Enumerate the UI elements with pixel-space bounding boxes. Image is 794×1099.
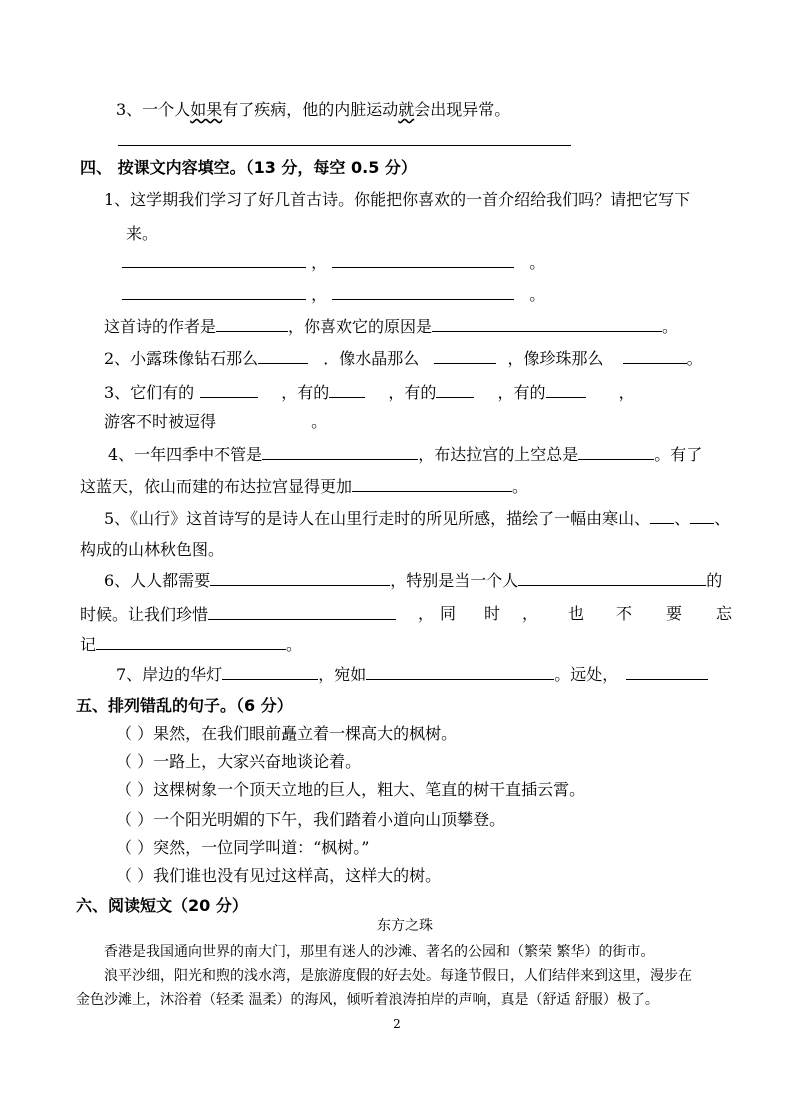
author-label: 这首诗的作者是 <box>104 317 217 336</box>
q3-blank-2[interactable] <box>329 382 365 398</box>
q3-text-b: ，有的 <box>281 383 330 402</box>
q3-answer-line[interactable] <box>118 145 571 146</box>
q5-text-a: 5、《山行》这首诗写的是诗人在山里行走时的所见所感，描绘了一幅由寒山、 <box>104 509 651 528</box>
poem-blank-3[interactable] <box>122 284 306 300</box>
s4-q1-poem-row-1 <box>122 252 545 273</box>
q3-text-pre: 3、一个人 <box>116 100 191 119</box>
q6-spaced-2: 时 <box>484 604 501 623</box>
period-1: 。 <box>529 253 546 272</box>
s4-q6-line <box>104 570 722 591</box>
s4-q1-line-b: 来。 <box>126 224 159 243</box>
reorder-item-4[interactable]: （ ）一个阳光明媚的下午，我们踏着小道向山顶攀登。 <box>116 810 506 829</box>
author-blank[interactable] <box>216 316 288 332</box>
s4-q2-line <box>104 348 703 369</box>
q4-blank-1[interactable] <box>262 444 418 460</box>
q6-blank-1[interactable] <box>210 570 390 586</box>
period-7: 。 <box>286 635 303 654</box>
article-paragraph-2b: 金色沙滩上，沐浴着（轻柔 温柔）的海风，倾听着浪涛拍岸的声响，真是（舒适 舒服）极了。 <box>76 992 659 1008</box>
s4-q6-line-2 <box>80 604 396 625</box>
q3-blank-3[interactable] <box>436 382 474 398</box>
s4-q3-line <box>104 382 635 403</box>
poem-blank-1[interactable] <box>122 252 306 268</box>
q6-spaced-1: 同 <box>440 604 457 623</box>
q2-text-b: ．像水晶那么 <box>323 349 420 368</box>
q3-marked-word-2: 就 <box>398 100 415 119</box>
q2-text-a: 2、小露珠像钻石那么 <box>104 349 259 368</box>
q2-blank-3[interactable] <box>623 355 687 364</box>
question-3-sentence <box>116 100 510 120</box>
s4-q6-line-3 <box>80 634 302 655</box>
article-paragraph-2a: 浪平沙细，阳光和煦的浅水湾，是旅游度假的好去处。每逢节假日，人们结伴来到这里，漫步在 <box>104 968 692 984</box>
comma-1: ， <box>311 253 328 272</box>
q6-blank-4[interactable] <box>96 634 286 650</box>
period-2: 。 <box>529 285 546 304</box>
q7-blank-2[interactable] <box>366 664 554 680</box>
q4-text-d: 这蓝天，依山而建的布达拉宫显得更加 <box>80 477 353 496</box>
q6-blank-2[interactable] <box>518 570 706 586</box>
reorder-item-5[interactable]: （ ）突然，一位同学叫道：“枫树。” <box>116 838 370 857</box>
q7-blank-1[interactable] <box>222 664 318 680</box>
article-title: 东方之珠 <box>377 918 433 934</box>
reorder-item-6[interactable]: （ ）我们谁也没有见过这样高，这样大的树。 <box>116 866 442 885</box>
q6-text-d: 时候。让我们珍惜 <box>80 605 209 624</box>
s4-q4-line <box>108 444 702 465</box>
reorder-item-2[interactable]: （ ）一路上，大家兴奋地谈论着。 <box>116 752 362 771</box>
q2-text-c: ，像珍珠那么 <box>507 349 604 368</box>
s4-q7-line <box>116 664 708 685</box>
period-4: 。 <box>686 349 703 368</box>
q6-spaced-3: ， <box>522 604 539 623</box>
q3-text-mid: 有了疾病，他的内脏运动 <box>222 100 399 119</box>
s4-q4-line-2 <box>80 476 528 497</box>
s4-q5-line <box>104 508 730 529</box>
q7-blank-3[interactable] <box>626 664 708 680</box>
q6-text-a: 6、人人都需要 <box>104 571 211 590</box>
q7-text-b: ，宛如 <box>318 665 367 684</box>
reorder-item-3[interactable]: （ ）这棵树象一个顶天立地的巨人，粗大、笔直的树干直插云霄。 <box>116 780 586 799</box>
q6-spaced-4: 也 <box>568 604 585 623</box>
poem-blank-4[interactable] <box>332 284 514 300</box>
s4-q1-author-line <box>104 316 678 337</box>
q3-blank-4[interactable] <box>546 382 586 398</box>
q6-text-b: ，特别是当一个人 <box>390 571 519 590</box>
section-4-heading: 四、 按课文内容填空。（13 分，每空 0.5 分） <box>80 158 417 177</box>
q3-blank-1[interactable] <box>200 382 258 398</box>
s4-q1-poem-row-2 <box>122 284 545 305</box>
q6-text-e: ， <box>418 604 435 623</box>
s4-q1-line-a: 1、这学期我们学习了好几首古诗。你能把你喜欢的一首介绍给我们吗？请把它写下 <box>104 190 691 209</box>
reason-label: ，你喜欢它的原因是 <box>288 317 433 336</box>
q5-blank-2[interactable] <box>690 508 714 524</box>
reason-blank[interactable] <box>432 316 662 332</box>
q7-text-c: 。远处， <box>554 665 619 684</box>
q4-text-c: 。有了 <box>654 445 703 464</box>
section-5-heading: 五、排列错乱的句子。（6 分） <box>76 696 293 715</box>
period-6: 。 <box>512 477 529 496</box>
s4-q3-line-2 <box>104 412 327 432</box>
q2-blank-2[interactable] <box>434 348 496 364</box>
q4-text-a: 4、一年四季中不管是 <box>108 445 263 464</box>
q4-blank-3[interactable] <box>352 476 512 492</box>
q6-spaced-5: 不 <box>616 604 633 623</box>
q6-spaced-7: 忘 <box>716 604 733 623</box>
q7-text-a: 7、岸边的华灯 <box>116 665 223 684</box>
section-6-heading: 六、阅读短文（20 分） <box>76 896 248 915</box>
q6-text-c: 的 <box>706 571 723 590</box>
q3-text-d: ，有的 <box>497 383 546 402</box>
q2-blank-1[interactable] <box>258 348 308 364</box>
q6-text-g: 记 <box>80 635 97 654</box>
s4-q5-line-2: 构成的山林秋色图。 <box>80 540 225 559</box>
q4-blank-2[interactable] <box>578 444 654 460</box>
q4-text-b: ，布达拉宫的上空总是 <box>418 445 579 464</box>
q3-text-c: ，有的 <box>388 383 437 402</box>
period-3: 。 <box>662 317 679 336</box>
q3-text-post: 会出现异常。 <box>414 100 511 119</box>
q3-text-e: ， <box>618 383 635 402</box>
q5-blank-1[interactable] <box>650 508 674 524</box>
q3-text-f: 游客不时被逗得 <box>104 412 217 431</box>
q3-marked-word-1: 如果 <box>190 100 223 119</box>
q5-sep-2: 、 <box>714 509 731 528</box>
period-5: 。 <box>311 412 328 431</box>
q5-sep-1: 、 <box>674 509 691 528</box>
article-paragraph-1: 香港是我国通向世界的南大门，那里有迷人的沙滩、著名的公园和（繁荣 繁华）的街市。 <box>104 944 655 960</box>
comma-2: ， <box>311 285 328 304</box>
page-number: 2 <box>393 1017 401 1031</box>
poem-blank-2[interactable] <box>332 252 514 268</box>
q6-blank-3[interactable] <box>208 604 396 620</box>
q6-spaced-6: 要 <box>666 604 683 623</box>
reorder-item-1[interactable]: （ ）果然，在我们眼前矗立着一棵高大的枫树。 <box>116 724 458 743</box>
q3-text-a: 3、它们有的 <box>104 383 195 402</box>
